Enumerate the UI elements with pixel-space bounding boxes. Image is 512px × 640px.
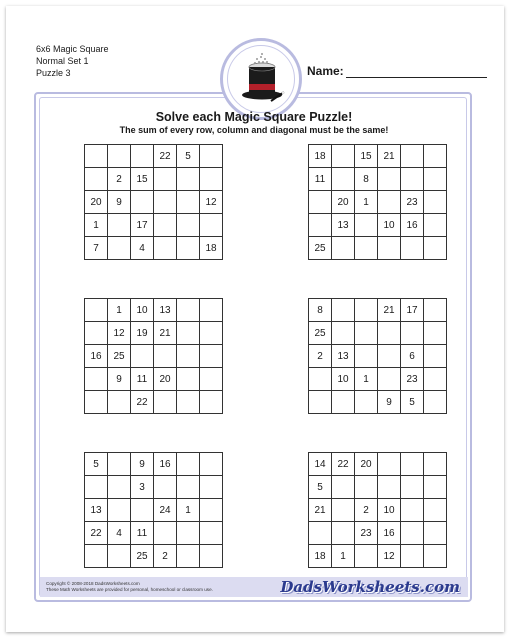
grid-cell[interactable]: [309, 191, 332, 214]
grid-row: [85, 168, 223, 191]
grid-cell[interactable]: [332, 168, 355, 191]
worksheet-puzzle-number: Puzzle 3: [36, 68, 71, 78]
grid-cell: 23: [401, 191, 424, 214]
worksheet-type: 6x6 Magic Square: [36, 44, 109, 54]
grid-cell[interactable]: [424, 237, 447, 260]
grid-cell: 13: [85, 499, 108, 522]
page-subtitle: The sum of every row, column and diagonal must be the same!: [119, 125, 389, 135]
grid-cell[interactable]: [108, 499, 131, 522]
grid-cell: 1: [355, 191, 378, 214]
grid-cell[interactable]: [355, 299, 378, 322]
grid-cell[interactable]: [200, 168, 223, 191]
grid-cell: 21: [309, 499, 332, 522]
grid-cell: 13: [332, 345, 355, 368]
grid-cell[interactable]: [177, 391, 200, 414]
grid-cell[interactable]: [401, 499, 424, 522]
grid-cell[interactable]: [177, 322, 200, 345]
grid-cell[interactable]: [424, 191, 447, 214]
grid-cell[interactable]: [401, 322, 424, 345]
grid-cell[interactable]: [378, 345, 401, 368]
grid-row: [85, 299, 223, 322]
grid-cell: 22: [154, 145, 177, 168]
grid-cell[interactable]: [401, 545, 424, 568]
grid-cell[interactable]: [108, 545, 131, 568]
grid-row: [309, 299, 447, 322]
grid-cell[interactable]: [355, 545, 378, 568]
grid-cell: 13: [332, 214, 355, 237]
grid-cell: 18: [309, 145, 332, 168]
grid-cell: 17: [131, 214, 154, 237]
grid-row: [309, 368, 447, 391]
magic-square-puzzle-1: [84, 144, 223, 260]
grid-cell[interactable]: [177, 299, 200, 322]
grid-cell[interactable]: [424, 345, 447, 368]
grid-cell: 10: [378, 214, 401, 237]
grid-cell: 1: [85, 214, 108, 237]
grid-cell[interactable]: [355, 476, 378, 499]
logo-badge: [220, 38, 302, 120]
grid-cell: 9: [131, 453, 154, 476]
grid-row: [309, 391, 447, 414]
grid-cell: 20: [332, 191, 355, 214]
grid-cell[interactable]: [108, 453, 131, 476]
grid-cell[interactable]: [108, 391, 131, 414]
grid-row: [309, 453, 447, 476]
grid-cell: 10: [378, 499, 401, 522]
grid-cell[interactable]: [424, 453, 447, 476]
grid-cell: 17: [401, 299, 424, 322]
grid-row: [85, 368, 223, 391]
grid-cell: 21: [154, 322, 177, 345]
grid-cell: 21: [378, 299, 401, 322]
grid-cell[interactable]: [177, 545, 200, 568]
grid-cell[interactable]: [177, 168, 200, 191]
grid-cell: 11: [131, 522, 154, 545]
grid-cell[interactable]: [424, 499, 447, 522]
grid-row: [85, 499, 223, 522]
copyright-text: Copyright © 2008-2018 DadsWorksheets.com: [46, 581, 140, 586]
grid-cell: 9: [378, 391, 401, 414]
grid-cell[interactable]: [332, 145, 355, 168]
grid-cell[interactable]: [154, 345, 177, 368]
grid-cell[interactable]: [424, 391, 447, 414]
worksheet-set: Normal Set 1: [36, 56, 89, 66]
grid-cell: 5: [177, 145, 200, 168]
grid-cell[interactable]: [332, 322, 355, 345]
grid-cell[interactable]: [177, 368, 200, 391]
grid-cell[interactable]: [108, 214, 131, 237]
grid-cell: 20: [154, 368, 177, 391]
grid-cell[interactable]: [355, 237, 378, 260]
grid-row: [309, 237, 447, 260]
grid-cell: 22: [85, 522, 108, 545]
grid-cell: 23: [401, 368, 424, 391]
grid-cell[interactable]: [85, 391, 108, 414]
grid-cell: 12: [200, 191, 223, 214]
grid-cell: 8: [309, 299, 332, 322]
grid-row: [309, 214, 447, 237]
grid-cell[interactable]: [309, 522, 332, 545]
grid-cell: 16: [401, 214, 424, 237]
grid-cell[interactable]: [332, 299, 355, 322]
grid-cell: 18: [309, 545, 332, 568]
grid-cell: 1: [332, 545, 355, 568]
grid-cell[interactable]: [200, 145, 223, 168]
grid-cell[interactable]: [355, 345, 378, 368]
grid-cell[interactable]: [85, 368, 108, 391]
grid-cell: 2: [309, 345, 332, 368]
grid-row: [85, 453, 223, 476]
grid-cell[interactable]: [85, 322, 108, 345]
grid-cell[interactable]: [177, 476, 200, 499]
grid-cell[interactable]: [200, 453, 223, 476]
grid-row: [309, 499, 447, 522]
grid-cell[interactable]: [131, 191, 154, 214]
grid-cell[interactable]: [154, 391, 177, 414]
grid-cell[interactable]: [154, 191, 177, 214]
grid-row: [85, 522, 223, 545]
grid-cell: 5: [309, 476, 332, 499]
grid-cell[interactable]: [355, 322, 378, 345]
grid-cell[interactable]: [332, 522, 355, 545]
grid-cell[interactable]: [332, 476, 355, 499]
grid-row: [309, 168, 447, 191]
grid-cell: 25: [309, 322, 332, 345]
grid-cell[interactable]: [401, 453, 424, 476]
page-title: Solve each Magic Square Puzzle!: [155, 110, 353, 124]
grid-cell[interactable]: [424, 322, 447, 345]
grid-cell[interactable]: [309, 391, 332, 414]
grid-cell[interactable]: [401, 237, 424, 260]
grid-cell[interactable]: [85, 299, 108, 322]
name-field: [307, 64, 487, 78]
grid-cell[interactable]: [177, 522, 200, 545]
grid-cell: 2: [355, 499, 378, 522]
grid-row: [85, 214, 223, 237]
grid-cell[interactable]: [332, 237, 355, 260]
footer-bar: [40, 577, 468, 597]
grid-cell[interactable]: [154, 476, 177, 499]
grid-cell[interactable]: [200, 368, 223, 391]
grid-cell[interactable]: [85, 168, 108, 191]
grid-cell[interactable]: [200, 522, 223, 545]
grid-cell[interactable]: [200, 499, 223, 522]
grid-cell[interactable]: [154, 214, 177, 237]
grid-row: [85, 145, 223, 168]
magic-square-puzzle-2: [308, 144, 447, 260]
grid-cell[interactable]: [200, 214, 223, 237]
grid-cell: 9: [108, 368, 131, 391]
grid-cell: 25: [131, 545, 154, 568]
grid-cell: 1: [177, 499, 200, 522]
grid-cell[interactable]: [200, 391, 223, 414]
grid-cell[interactable]: [154, 522, 177, 545]
grid-cell[interactable]: [200, 299, 223, 322]
grid-cell: 8: [355, 168, 378, 191]
grid-cell[interactable]: [424, 368, 447, 391]
grid-cell: 25: [108, 345, 131, 368]
grid-cell[interactable]: [424, 522, 447, 545]
grid-cell: 21: [378, 145, 401, 168]
grid-cell[interactable]: [332, 499, 355, 522]
grid-cell[interactable]: [131, 145, 154, 168]
grid-cell[interactable]: [378, 322, 401, 345]
grid-cell: 13: [154, 299, 177, 322]
grid-cell: 3: [131, 476, 154, 499]
grid-cell: 7: [85, 237, 108, 260]
grid-cell[interactable]: [200, 476, 223, 499]
grid-cell[interactable]: [154, 237, 177, 260]
usage-notice: These Math Worksheets are provided for personal, homeschool or classroom use.: [46, 587, 213, 592]
grid-cell[interactable]: [177, 453, 200, 476]
grid-cell[interactable]: [131, 499, 154, 522]
grid-cell: 12: [378, 545, 401, 568]
grid-cell[interactable]: [355, 391, 378, 414]
grid-cell[interactable]: [424, 214, 447, 237]
magic-hat-icon: [237, 51, 287, 107]
grid-cell[interactable]: [85, 145, 108, 168]
grid-cell: 24: [154, 499, 177, 522]
grid-cell: 1: [355, 368, 378, 391]
grid-cell: 9: [108, 191, 131, 214]
grid-row: [85, 345, 223, 368]
grid-cell: 18: [200, 237, 223, 260]
grid-cell: 20: [85, 191, 108, 214]
grid-cell: 14: [309, 453, 332, 476]
grid-row: [309, 191, 447, 214]
grid-cell[interactable]: [108, 145, 131, 168]
worksheet-info: [36, 43, 109, 79]
grid-cell: 10: [332, 368, 355, 391]
grid-cell: 1: [108, 299, 131, 322]
grid-cell[interactable]: [378, 368, 401, 391]
magic-square-puzzle-3: [84, 298, 223, 414]
grid-cell: 16: [85, 345, 108, 368]
grid-row: [309, 145, 447, 168]
grid-cell[interactable]: [424, 299, 447, 322]
brand-logo: DadsWorksheets.com: [280, 578, 460, 596]
grid-cell: 20: [355, 453, 378, 476]
grid-row: [85, 391, 223, 414]
magic-square-puzzle-5: [84, 452, 223, 568]
grid-cell[interactable]: [378, 191, 401, 214]
grid-row: [309, 345, 447, 368]
grid-cell: 12: [108, 322, 131, 345]
grid-row: [85, 476, 223, 499]
grid-cell[interactable]: [378, 168, 401, 191]
grid-cell[interactable]: [177, 191, 200, 214]
grid-cell: 15: [355, 145, 378, 168]
grid-cell[interactable]: [401, 145, 424, 168]
grid-cell[interactable]: [85, 545, 108, 568]
grid-cell: 4: [108, 522, 131, 545]
grid-cell[interactable]: [85, 476, 108, 499]
grid-cell: 4: [131, 237, 154, 260]
grid-cell: 2: [108, 168, 131, 191]
grid-cell[interactable]: [309, 214, 332, 237]
grid-cell[interactable]: [131, 345, 154, 368]
grid-row: [85, 322, 223, 345]
grid-cell: 5: [401, 391, 424, 414]
grid-cell: 11: [131, 368, 154, 391]
grid-cell: 15: [131, 168, 154, 191]
grid-cell[interactable]: [355, 214, 378, 237]
magic-square-puzzle-4: [308, 298, 447, 414]
grid-cell: 23: [355, 522, 378, 545]
grid-cell: 11: [309, 168, 332, 191]
grid-cell: 5: [85, 453, 108, 476]
grid-cell: 16: [378, 522, 401, 545]
grid-cell: 22: [332, 453, 355, 476]
grid-cell[interactable]: [378, 453, 401, 476]
grid-cell[interactable]: [200, 345, 223, 368]
grid-cell[interactable]: [401, 522, 424, 545]
grid-cell[interactable]: [200, 322, 223, 345]
grid-cell[interactable]: [378, 237, 401, 260]
grid-cell[interactable]: [424, 476, 447, 499]
grid-cell[interactable]: [177, 237, 200, 260]
name-blank-line: [346, 65, 487, 78]
grid-row: [309, 522, 447, 545]
grid-cell: 19: [131, 322, 154, 345]
footer-text: [46, 581, 213, 593]
grid-row: [85, 237, 223, 260]
grid-cell[interactable]: [378, 476, 401, 499]
grid-row: [85, 545, 223, 568]
grid-cell[interactable]: [108, 237, 131, 260]
grid-cell[interactable]: [177, 214, 200, 237]
grid-cell: 10: [131, 299, 154, 322]
grid-row: [309, 545, 447, 568]
grid-row: [309, 476, 447, 499]
grid-row: [85, 191, 223, 214]
grid-cell[interactable]: [108, 476, 131, 499]
grid-cell: 25: [309, 237, 332, 260]
grid-cell[interactable]: [424, 168, 447, 191]
grid-cell[interactable]: [332, 391, 355, 414]
grid-cell[interactable]: [200, 545, 223, 568]
magic-square-puzzle-6: [308, 452, 447, 568]
name-label: Name:: [307, 64, 344, 78]
grid-cell: 22: [131, 391, 154, 414]
grid-cell[interactable]: [401, 168, 424, 191]
grid-cell[interactable]: [424, 545, 447, 568]
grid-cell[interactable]: [309, 368, 332, 391]
grid-cell[interactable]: [177, 345, 200, 368]
grid-row: [309, 322, 447, 345]
grid-cell[interactable]: [154, 168, 177, 191]
grid-cell[interactable]: [401, 476, 424, 499]
grid-cell: 16: [154, 453, 177, 476]
grid-cell: 6: [401, 345, 424, 368]
grid-cell: 2: [154, 545, 177, 568]
grid-cell[interactable]: [424, 145, 447, 168]
